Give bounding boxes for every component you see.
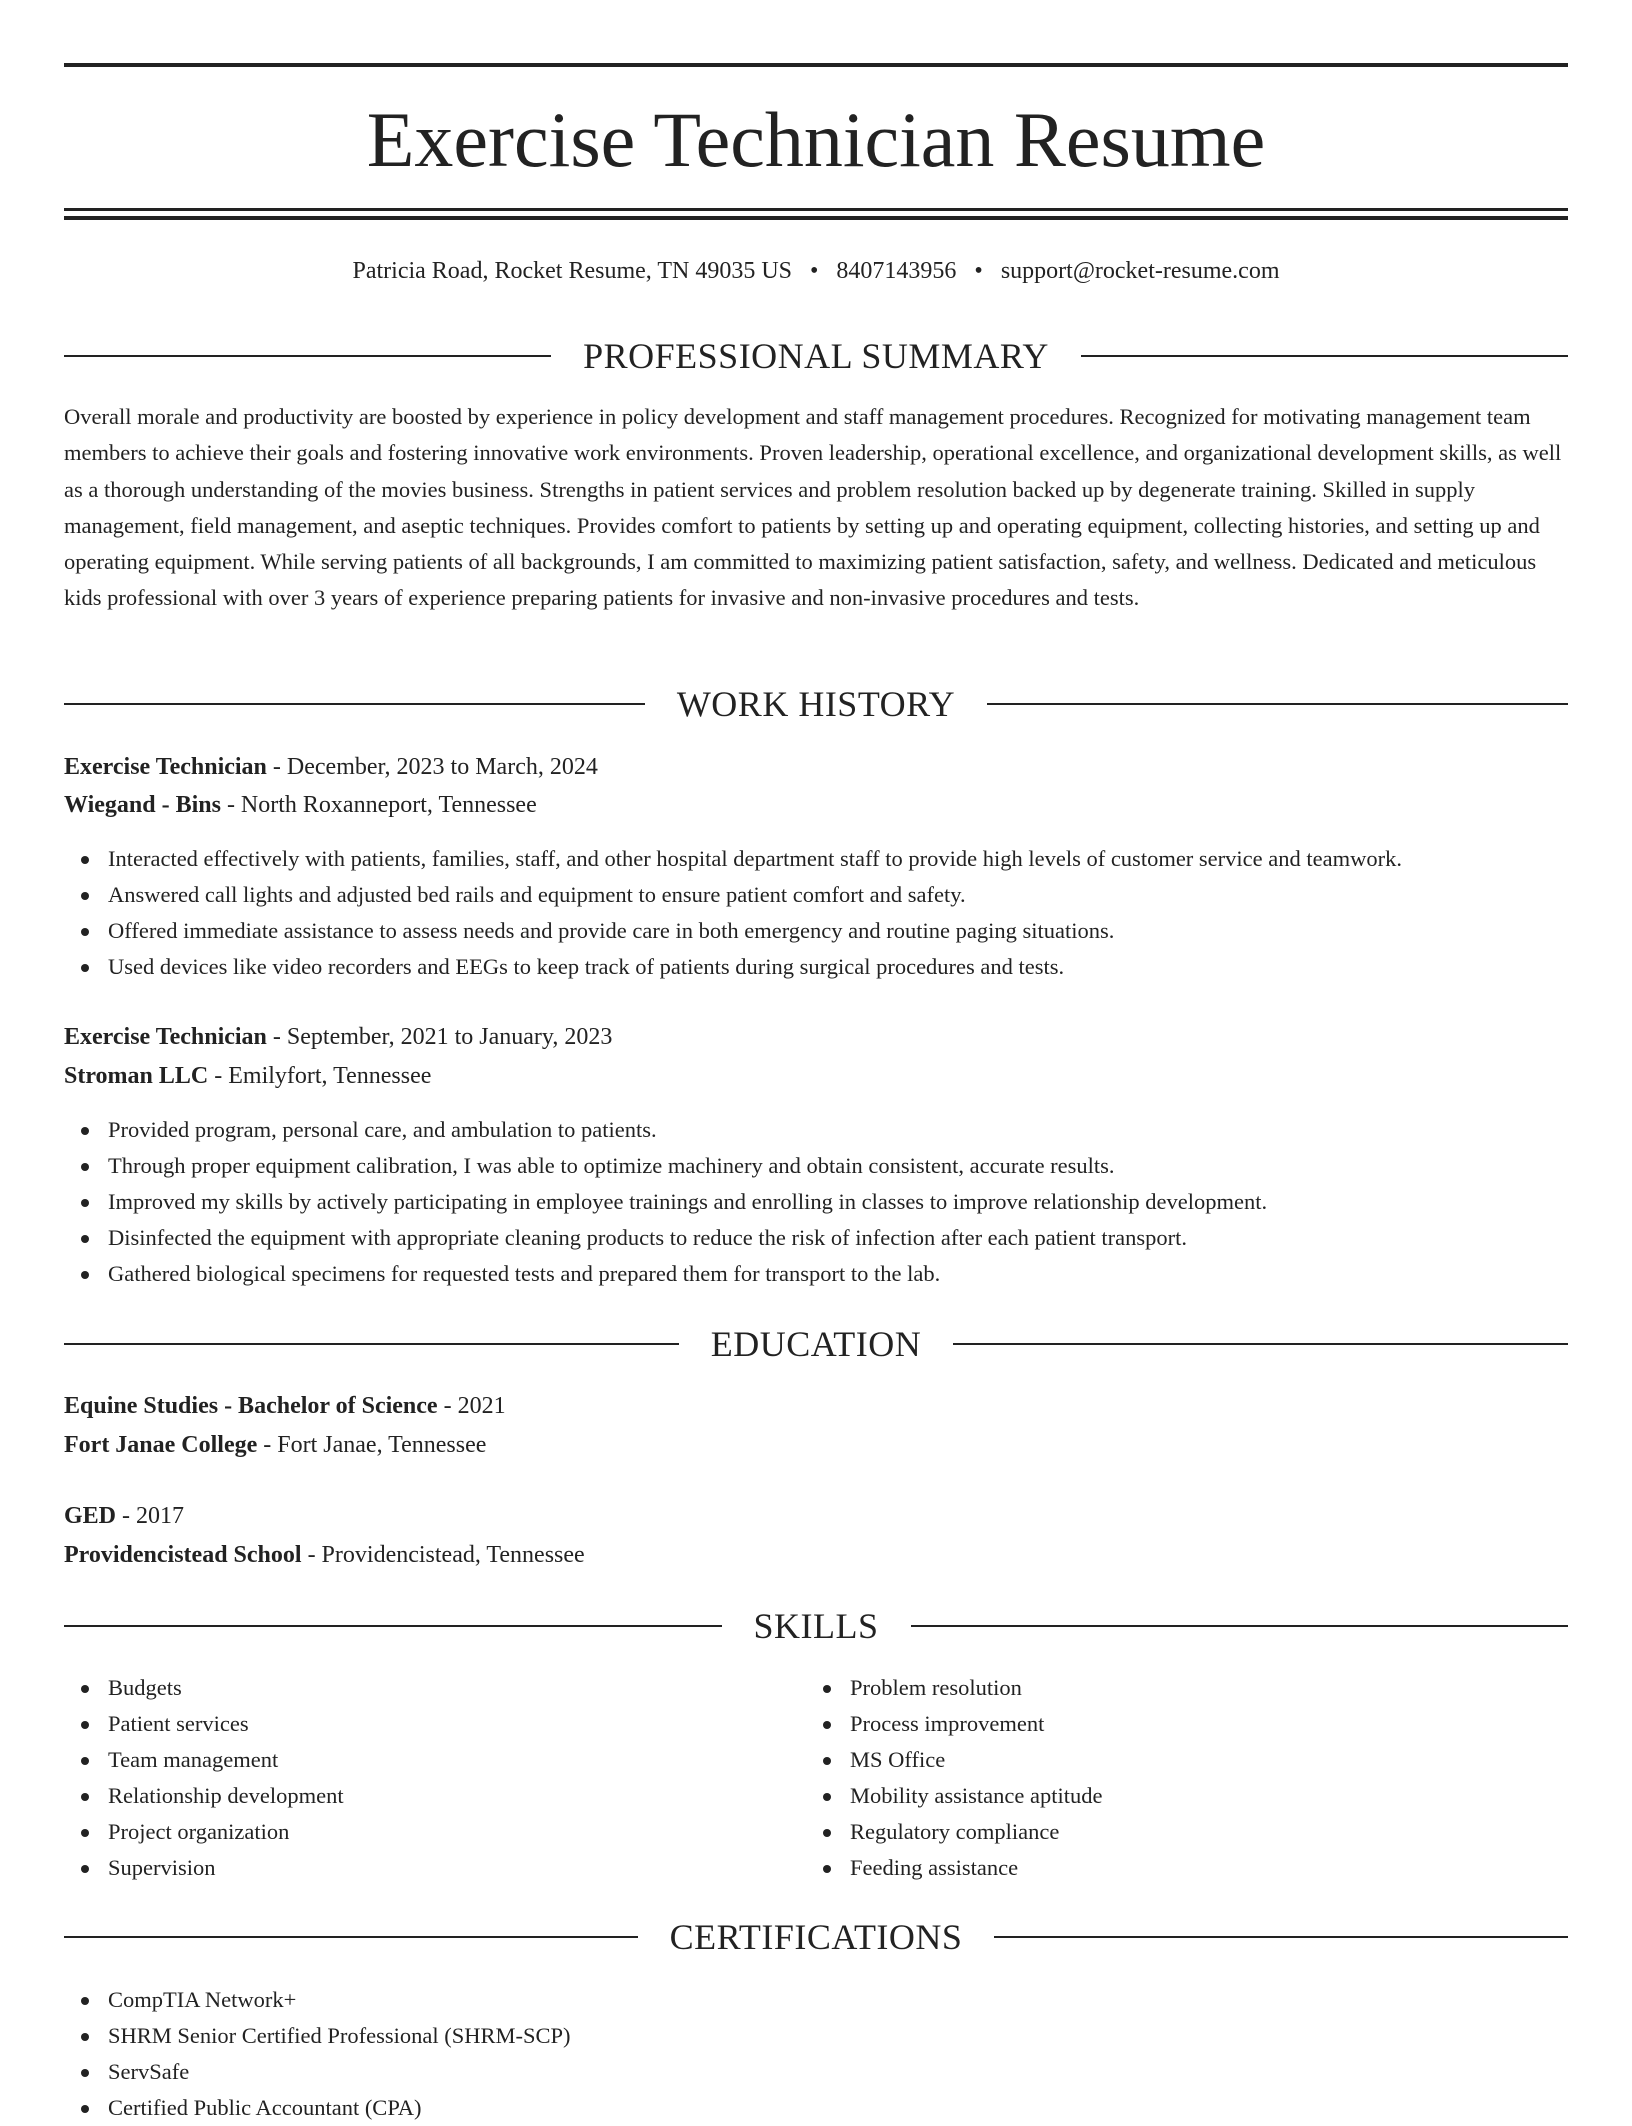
job-title: Exercise Technician [64,754,267,780]
heading-rule-right [1081,355,1568,357]
summary-text: Overall morale and productivity are boosted by experience in policy development and staff management procedures. Recognized for motivating management team members to achieve their goals and fostering innovative work environments. Proven leadership, operational excellence, and organizational development skills, as well as a thorough understanding of the movies business. Strengths in patient services and problem resolution backed up by degenerate training. Skilled in supply management, field management, and aseptic techniques. Provides comfort to patients by setting up and operating equipment, collecting histories, and setting up and operating equipment. While serving patients of all backgrounds, I am committed to maximizing patient satisfaction, safety, and wellness. Dedicated and meticulous kids professional with over 3 years of experience preparing patients for invasive and non-invasive procedures and tests. [64,404,1562,611]
certification-item: ServSafe [64,2054,1568,2090]
header-top-rule [64,63,1568,67]
education-location: - Fort Janae, Tennessee [257,1432,487,1458]
heading-rule-right [987,703,1568,705]
skill-item: Supervision [64,1850,764,1886]
work-section-heading [64,682,1568,726]
heading-rule-left [64,1625,722,1627]
job-company: Wiegand - Bins [64,792,221,818]
skill-item: MS Office [806,1742,1506,1778]
list-item: Gathered biological specimens for requested tests and prepared them for transport to the lab. [64,1256,1568,1292]
certification-item: SHRM Senior Certified Professional (SHRM-SCP) [64,2018,1568,2054]
section-title: SKILLS [753,1606,879,1646]
job-title: Exercise Technician [64,1024,267,1050]
header-double-rule-upper [64,208,1568,211]
job-company-line [64,787,1568,823]
education-degree: GED [64,1503,117,1529]
education-school-line [64,1427,1568,1463]
education-year: - 2021 [437,1393,506,1419]
contact-email: support@rocket-resume.com [1000,258,1280,284]
certifications-list [64,1982,1568,2126]
contact-phone: 8407143956 [836,258,957,284]
contact-line [64,253,1568,289]
skills-list-left [64,1670,764,1886]
skill-item: Relationship development [64,1778,764,1814]
education-degree-line [64,1388,1568,1424]
contact-address: Patricia Road, Rocket Resume, TN 49035 US [352,258,792,284]
education-degree-line [64,1498,1568,1534]
list-item: Through proper equipment calibration, I was able to optimize machinery and obtain consistent, accurate results. [64,1148,1568,1184]
skill-item: Problem resolution [806,1670,1506,1706]
contact-separator: • [974,258,983,284]
list-item: Used devices like video recorders and EEGs to keep track of patients during surgical procedures and tests. [64,949,1568,985]
education-section-heading [64,1322,1568,1366]
skill-item: Process improvement [806,1706,1506,1742]
skill-item: Team management [64,1742,764,1778]
section-title: CERTIFICATIONS [669,1917,963,1957]
resume-title: Exercise Technician Resume [366,96,1266,183]
list-item: Improved my skills by actively participating in employee trainings and enrolling in classes to improve relationship development. [64,1184,1568,1220]
skills-section-heading [64,1604,1568,1648]
heading-rule-left [64,355,551,357]
skills-list-right [806,1670,1506,1886]
skill-item: Project organization [64,1814,764,1850]
list-item: Answered call lights and adjusted bed rails and equipment to ensure patient comfort and safety. [64,877,1568,913]
skill-item: Mobility assistance aptitude [806,1778,1506,1814]
list-item: Interacted effectively with patients, families, staff, and other hospital department staff to provide high levels of customer service and teamwork. [64,841,1568,877]
education-degree: Equine Studies - Bachelor of Science [64,1393,438,1419]
heading-rule-right [953,1343,1568,1345]
job-title-line [64,749,1568,785]
job-company-line [64,1058,1568,1094]
heading-rule-right [911,1625,1569,1627]
certification-item: Certified Public Accountant (CPA) [64,2090,1568,2126]
job-company: Stroman LLC [64,1063,209,1089]
education-school-line [64,1537,1568,1573]
job-duties-list [64,1112,1568,1292]
header-double-rule-lower [64,216,1568,220]
list-item: Disinfected the equipment with appropriate cleaning products to reduce the risk of infection after each patient transport. [64,1220,1568,1256]
job-duties-list [64,841,1568,985]
job-dates: - September, 2021 to January, 2023 [266,1024,613,1050]
education-school: Fort Janae College [64,1432,258,1458]
section-title: EDUCATION [710,1324,922,1364]
heading-rule-left [64,1936,638,1938]
job-dates: - December, 2023 to March, 2024 [266,754,598,780]
contact-separator: • [810,258,819,284]
heading-rule-left [64,703,645,705]
summary-section-heading [64,334,1568,378]
job-location: - North Roxanneport, Tennessee [220,792,537,818]
education-school: Providencistead School [64,1542,302,1568]
certifications-section-heading [64,1915,1568,1959]
list-item: Provided program, personal care, and ambulation to patients. [64,1112,1568,1148]
education-location: - Providencistead, Tennessee [301,1542,585,1568]
heading-rule-left [64,1343,679,1345]
job-location: - Emilyfort, Tennessee [208,1063,432,1089]
skill-item: Budgets [64,1670,764,1706]
job-title-line [64,1019,1568,1055]
skill-item: Feeding assistance [806,1850,1506,1886]
list-item: Offered immediate assistance to assess needs and provide care in both emergency and routine paging situations. [64,913,1568,949]
skill-item: Regulatory compliance [806,1814,1506,1850]
skill-item: Patient services [64,1706,764,1742]
section-title: PROFESSIONAL SUMMARY [583,336,1049,376]
certification-item: CompTIA Network+ [64,1982,1568,2018]
section-title: WORK HISTORY [676,684,956,724]
heading-rule-right [994,1936,1568,1938]
education-year: - 2017 [116,1503,185,1529]
